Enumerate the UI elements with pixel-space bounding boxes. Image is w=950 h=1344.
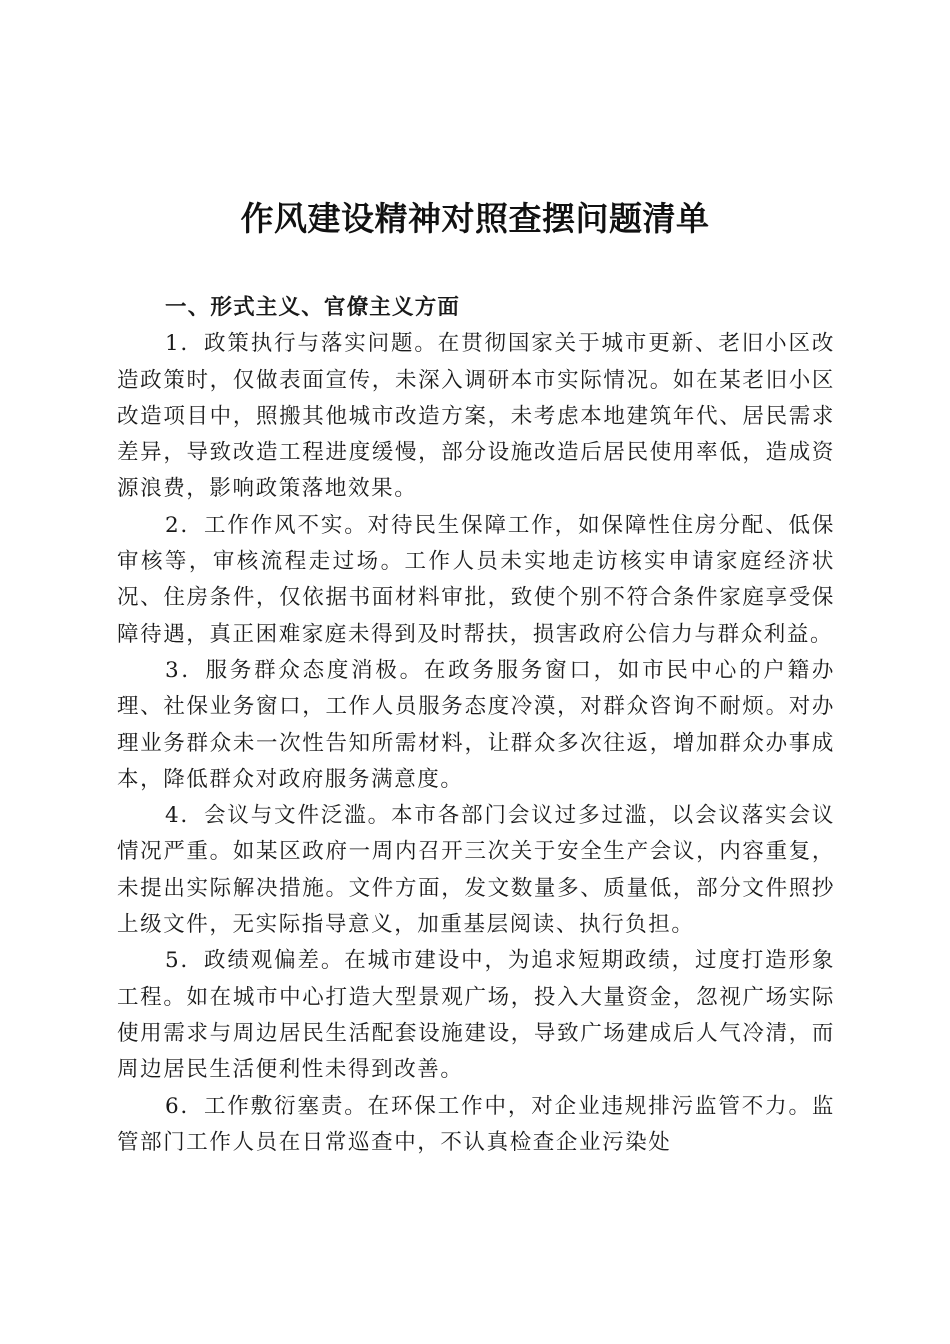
document-body	[117, 290, 835, 1161]
paragraph-1: 1．政策执行与落实问题。在贯彻国家关于城市更新、老旧小区改造政策时，仅做表面宣传，未深入调研本市实际情况。如在某老旧小区改造项目中，照搬其他城市改造方案，未考虑本地建筑年代、居民需求差异，导致改造工程进度缓慢，部分设施改造后居民使用率低，造成资源浪费，影响政策落地效果。	[117, 331, 835, 502]
paragraph-2: 2．工作作风不实。对待民生保障工作，如保障性住房分配、低保审核等，审核流程走过场。工作人员未实地走访核实申请家庭经济状况、住房条件，仅依据书面材料审批，致使个别不符合条件家庭享受保障待遇，真正困难家庭未得到及时帮扶，损害政府公信力与群众利益。	[117, 512, 835, 647]
paragraph-5: 5．政绩观偏差。在城市建设中，为追求短期政绩，过度打造形象工程。如在城市中心打造大型景观广场，投入大量资金，忽视广场实际使用需求与周边居民生活配套设施建设，导致广场建成后人气冷清，而周边居民生活便利性未得到改善。	[117, 948, 835, 1083]
document-title: 作风建设精神对照查摆问题清单	[240, 199, 710, 238]
paragraph-4: 4．会议与文件泛滥。本市各部门会议过多过滥，以会议落实会议情况严重。如某区政府一周内召开三次关于安全生产会议，内容重复，未提出实际解决措施。文件方面，发文数量多、质量低，部分文件照抄上级文件，无实际指导意义，加重基层阅读、执行负担。	[117, 803, 835, 938]
paragraph-6: 6．工作敷衍塞责。在环保工作中，对企业违规排污监管不力。监管部门工作人员在日常巡查中，不认真检查企业污染处	[117, 1093, 835, 1155]
paragraph-3: 3．服务群众态度消极。在政务服务窗口，如市民中心的户籍办理、社保业务窗口，工作人员服务态度冷漠，对群众咨询不耐烦。对办理业务群众未一次性告知所需材料，让群众多次往返，增加群众办事成本，降低群众对政府服务满意度。	[117, 657, 835, 792]
section-heading: 一、形式主义、官僚主义方面	[165, 295, 461, 320]
